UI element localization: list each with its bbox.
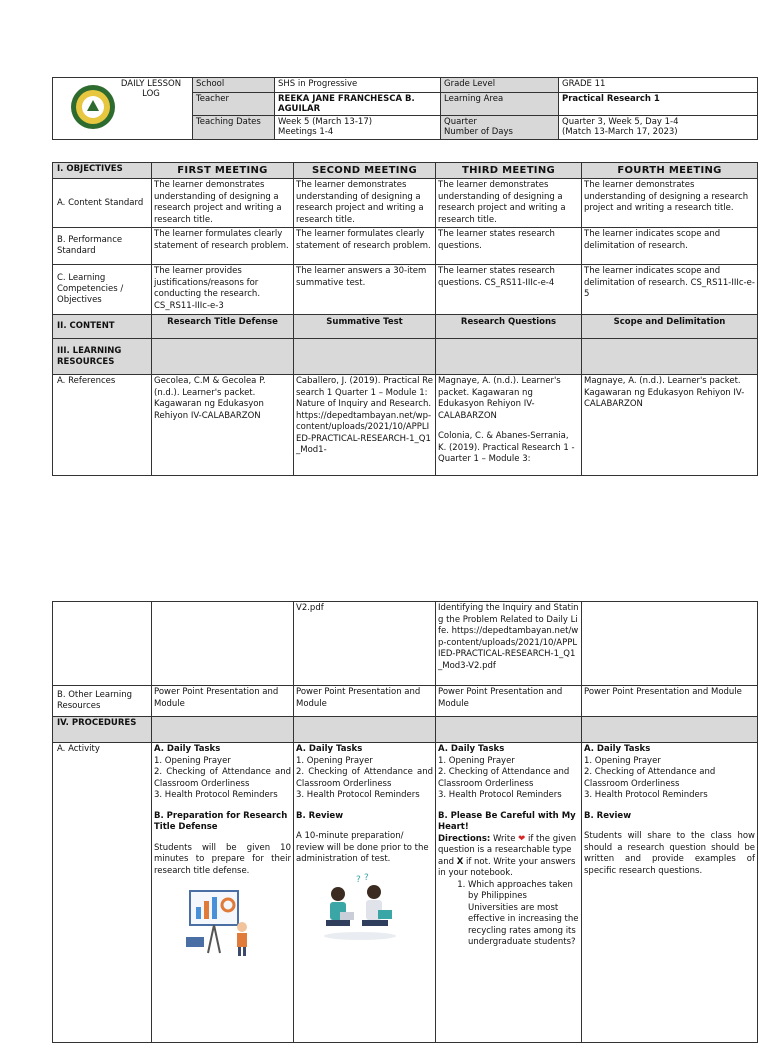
presentation-illustration [184, 887, 254, 957]
school-label: School [193, 78, 275, 93]
reference-3-continued: Identifying the Inquiry and Stating the Problem Related to Daily Life. https://depedtambayan.net/wp-content/uploads/2021/10/APPLIED-PRACTICAL-RESEARCH-1_Q1_Mod3-V2.pdf [436, 602, 582, 686]
heart-icon: ❤ [518, 833, 526, 844]
reference-2: Caballero, J. (2019). Practical Research 1 Quarter 1 – Module 1: Nature of Inquiry and Research. https://depedtambayan.net/wp-content/uploads/2021/10/APPLIED-PRACTICAL-RESEARCH-1_Q1_Mod1- [294, 375, 436, 476]
daily-tasks-title: A. Daily Tasks [296, 744, 363, 754]
reference-1: Gecolea, C.M & Gecolea P. (n.d.). Learner's packet. Kagawaran ng Edukasyon Rehiyon IV-CALABARZON [152, 375, 294, 476]
x-mark: X [456, 856, 464, 867]
grade-value: GRADE 11 [559, 78, 758, 93]
days-label: Number of Days [444, 127, 513, 137]
other-resource-2: Power Point Presentation and Module [294, 686, 436, 717]
activity-4-text: Students will share to the class how should a research question should be written and provide examples of specific research questions. [584, 831, 755, 876]
daily-task: 3. Health Protocol Reminders [154, 790, 278, 800]
other-resource-1: Power Point Presentation and Module [152, 686, 294, 717]
content-standard-4: The learner demonstrates understanding of designing a research project and writing a research title. [582, 179, 758, 228]
activity-meeting-3 [436, 743, 582, 1043]
daily-task: 2. Checking of Attendance and Classroom Orderliness [154, 767, 291, 789]
competency-2: The learner answers a 30-item summative test. [294, 265, 436, 315]
header-info-table [52, 77, 758, 140]
teacher-label: Teacher [193, 93, 275, 116]
activity-3-title: B. Please Be Careful with My Heart! [438, 810, 576, 832]
dll-title: DAILY LESSON LOG [53, 78, 193, 140]
performance-standard-label: B. Performance Standard [53, 228, 152, 265]
quarter-value [559, 116, 758, 140]
content-title-4: Scope and Delimitation [582, 315, 758, 339]
daily-task: 1. Opening Prayer [584, 755, 661, 766]
performance-standard-1: The learner formulates clearly statement of research problem. [152, 228, 294, 265]
activity-meeting-1 [152, 743, 294, 1043]
reference-3 [436, 375, 582, 476]
content-standard-3: The learner demonstrates understanding of designing a research project and writing a research title. [436, 179, 582, 228]
directions-part-1: Write [493, 833, 516, 844]
lesson-table-part1 [52, 162, 758, 476]
meeting-4-heading: FOURTH MEETING [582, 163, 758, 179]
students-illustration [318, 872, 402, 942]
directions-label: Directions: [438, 833, 491, 844]
meeting-1-heading: FIRST MEETING [152, 163, 294, 179]
reference-3a: Magnaye, A. (n.d.). Learner's packet. Kagawaran ng Edukasyon Rehiyon IV-CALABARZON [438, 376, 561, 421]
daily-tasks-title: A. Daily Tasks [438, 744, 505, 754]
performance-standard-2: The learner formulates clearly statement of research problem. [294, 228, 436, 265]
content-standard-2: The learner demonstrates understanding of designing a research project and writing a research title. [294, 179, 436, 228]
quarter-range: (Match 13-March 17, 2023) [562, 127, 678, 137]
daily-task: 3. Health Protocol Reminders [584, 790, 708, 800]
question-item: 1. Which approaches taken by Philippines Universities are most effective in increasing the recycling rates among its undergraduate students? [468, 880, 579, 949]
lesson-table-part2 [52, 601, 758, 1043]
quarter-label: Quarter [444, 117, 477, 127]
objectives-heading: I. OBJECTIVES [53, 163, 152, 179]
content-title-3: Research Questions [436, 315, 582, 339]
question-list [438, 880, 579, 949]
dates-value [275, 116, 441, 140]
procedures-heading: IV. PROCEDURES [53, 717, 152, 743]
quarter-week-day: Quarter 3, Week 5, Day 1-4 [562, 117, 679, 127]
reference-2-continued: V2.pdf [294, 602, 436, 686]
meeting-2-heading: SECOND MEETING [294, 163, 436, 179]
dates-meetings: Meetings 1-4 [278, 127, 334, 137]
activity-1-text: Students will be given 10 minutes to prepare for their research title defense. [154, 842, 291, 876]
daily-tasks-title: A. Daily Tasks [584, 744, 651, 754]
directions-part-3: if not. Write your answers in your notebook. [438, 856, 576, 878]
content-title-1: Research Title Defense [152, 315, 294, 339]
competency-1: The learner provides justifications/reasons for conducting the research. CS_RS11-IIIc-e-3 [152, 265, 294, 315]
svg-text:?: ? [364, 872, 369, 883]
activity-label: A. Activity [53, 743, 152, 1043]
other-resource-3: Power Point Presentation and Module [436, 686, 582, 717]
activity-meeting-4 [582, 743, 758, 1043]
activity-2-title: B. Review [296, 810, 344, 821]
competencies-label: C. Learning Competencies / Objectives [53, 265, 152, 315]
grade-label: Grade Level [441, 78, 559, 93]
reference-3b: Colonia, C. & Abanes-Serrania, K. (2019). Practical Research 1 - Quarter 1 – Module 3: [438, 431, 575, 464]
reference-4: Magnaye, A. (n.d.). Learner's packet. Kagawaran ng Edukasyon Rehiyon IV-CALABARZON [582, 375, 758, 476]
performance-standard-4: The learner indicates scope and delimitation of research. [582, 228, 758, 265]
daily-task: 3. Health Protocol Reminders [438, 790, 562, 800]
teacher-value: REEKA JANE FRANCHESCA B. AGUILAR [275, 93, 441, 116]
competency-3: The learner states research questions. CS_RS11-IIIc-e-4 [436, 265, 582, 315]
svg-text:?: ? [356, 874, 361, 885]
quarter-days-label [441, 116, 559, 140]
content-title-2: Summative Test [294, 315, 436, 339]
directions-part-2: if the given question is a researchable type and [438, 833, 577, 867]
references-label: A. References [53, 375, 152, 476]
daily-task: 1. Opening Prayer [296, 755, 373, 766]
resources-heading: III. LEARNING RESOURCES [53, 339, 152, 375]
daily-task: 3. Health Protocol Reminders [296, 790, 420, 800]
competency-4: The learner indicates scope and delimitation of research. CS_RS11-IIIc-e-5 [582, 265, 758, 315]
daily-task: 2. Checking of Attendance and Classroom Orderliness [296, 767, 433, 789]
content-heading: II. CONTENT [53, 315, 152, 339]
daily-task: 2. Checking of Attendance and Classroom Orderliness [438, 767, 570, 789]
area-value: Practical Research 1 [559, 93, 758, 116]
daily-task: 1. Opening Prayer [438, 755, 515, 766]
content-standard-label: A. Content Standard [53, 179, 152, 228]
activity-2-text: A 10-minute preparation/ review will be done prior to the administration of test. [296, 831, 429, 864]
meeting-3-heading: THIRD MEETING [436, 163, 582, 179]
performance-standard-3: The learner states research questions. [436, 228, 582, 265]
daily-tasks-title: A. Daily Tasks [154, 744, 221, 754]
daily-task: 1. Opening Prayer [154, 755, 231, 766]
activity-4-title: B. Review [584, 810, 632, 821]
daily-task: 2. Checking of Attendance and Classroom Orderliness [584, 767, 716, 789]
other-resource-4: Power Point Presentation and Module [582, 686, 758, 717]
dates-label: Teaching Dates [193, 116, 275, 140]
area-label: Learning Area [441, 93, 559, 116]
dates-week: Week 5 (March 13-17) [278, 117, 373, 127]
activity-meeting-2 [294, 743, 436, 1043]
activity-3-directions [438, 834, 579, 880]
activity-1-title: B. Preparation for Research Title Defense [154, 810, 288, 832]
school-value: SHS in Progressive [275, 78, 441, 93]
other-resources-label: B. Other Learning Resources [53, 686, 152, 717]
content-standard-1: The learner demonstrates understanding of designing a research project and writing a research title. [152, 179, 294, 228]
